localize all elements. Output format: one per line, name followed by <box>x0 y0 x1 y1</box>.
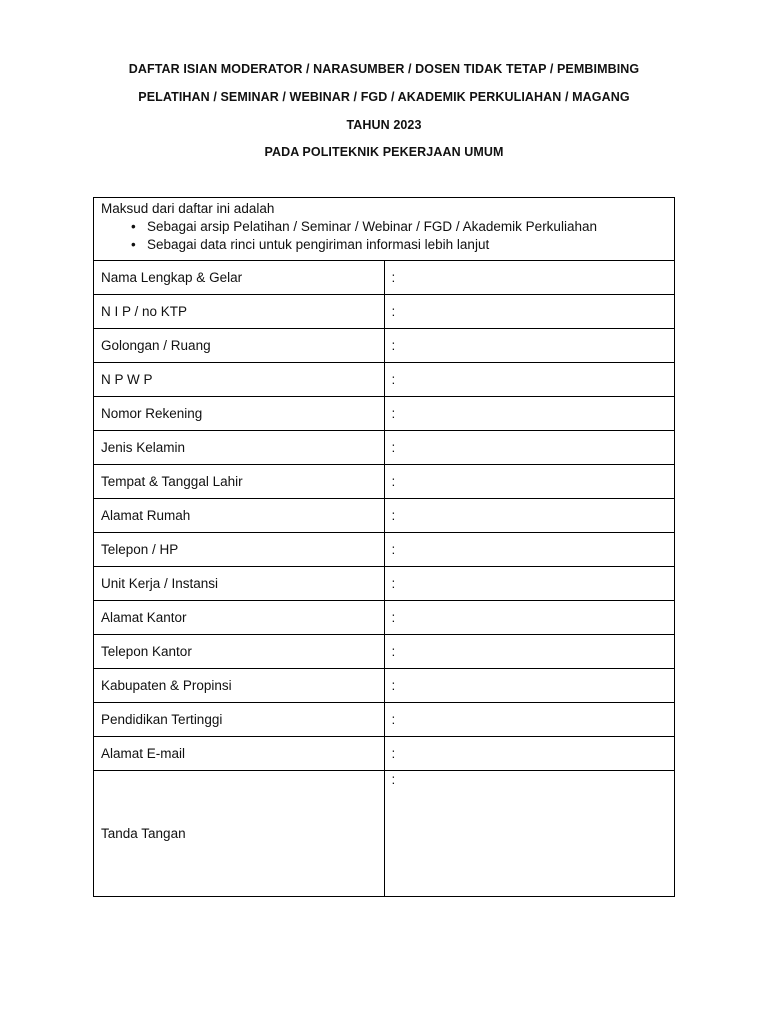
field-colon: : <box>391 678 396 693</box>
field-row-telepon-kantor <box>94 635 675 669</box>
field-colon: : <box>391 772 396 787</box>
field-row-pendidikan <box>94 703 675 737</box>
field-colon: : <box>391 406 396 421</box>
intro-text: Maksud dari daftar ini adalah <box>101 201 275 216</box>
field-colon: : <box>391 440 396 455</box>
intro-bullet-item <box>131 218 667 236</box>
field-row-nama <box>94 261 675 295</box>
field-label: Unit Kerja / Instansi <box>94 567 385 601</box>
field-colon: : <box>391 746 396 761</box>
intro-bullet-item <box>131 236 667 254</box>
field-label: Tempat & Tanggal Lahir <box>94 465 385 499</box>
field-colon: : <box>391 610 396 625</box>
field-label: Tanda Tangan <box>94 771 385 897</box>
field-colon: : <box>391 474 396 489</box>
field-row-alamat-rumah <box>94 499 675 533</box>
field-row-golongan <box>94 329 675 363</box>
field-colon: : <box>391 304 396 319</box>
field-label: Jenis Kelamin <box>94 431 385 465</box>
field-colon: : <box>391 270 396 285</box>
field-input-alamat-kantor[interactable] <box>384 601 675 635</box>
field-input-alamat-rumah[interactable] <box>384 499 675 533</box>
field-row-tanda-tangan <box>94 771 675 897</box>
field-input-pendidikan[interactable] <box>384 703 675 737</box>
field-input-email[interactable] <box>384 737 675 771</box>
field-label: Kabupaten & Propinsi <box>94 669 385 703</box>
field-row-alamat-kantor <box>94 601 675 635</box>
field-row-ttl <box>94 465 675 499</box>
field-input-nip[interactable] <box>384 295 675 329</box>
field-row-rekening <box>94 397 675 431</box>
bullet-icon: • <box>131 219 136 234</box>
intro-bullet-text: Sebagai data rinci untuk pengiriman informasi lebih lanjut <box>147 237 490 252</box>
field-row-kabupaten <box>94 669 675 703</box>
intro-cell <box>94 198 675 261</box>
field-colon: : <box>391 338 396 353</box>
field-row-npwp <box>94 363 675 397</box>
field-row-unit-kerja <box>94 567 675 601</box>
intro-bullet-list <box>101 218 667 254</box>
field-colon: : <box>391 712 396 727</box>
field-colon: : <box>391 508 396 523</box>
bullet-icon: • <box>131 237 136 252</box>
field-label: Pendidikan Tertinggi <box>94 703 385 737</box>
field-label: Alamat Rumah <box>94 499 385 533</box>
field-input-npwp[interactable] <box>384 363 675 397</box>
field-label: Telepon / HP <box>94 533 385 567</box>
field-label: Nama Lengkap & Gelar <box>94 261 385 295</box>
field-label: Golongan / Ruang <box>94 329 385 363</box>
field-input-ttl[interactable] <box>384 465 675 499</box>
field-input-unit-kerja[interactable] <box>384 567 675 601</box>
form-institution: PADA POLITEKNIK PEKERJAAN UMUM <box>264 145 504 159</box>
field-label: N P W P <box>94 363 385 397</box>
form-year: TAHUN 2023 <box>346 118 422 132</box>
intro-row <box>94 198 675 261</box>
form-title-line-2: PELATIHAN / SEMINAR / WEBINAR / FGD / AKADEMIK PERKULIAHAN / MAGANG <box>138 90 630 104</box>
field-label: Nomor Rekening <box>94 397 385 431</box>
field-label: Alamat E-mail <box>94 737 385 771</box>
field-row-nip <box>94 295 675 329</box>
field-input-golongan[interactable] <box>384 329 675 363</box>
field-label: Telepon Kantor <box>94 635 385 669</box>
signature-area[interactable] <box>384 771 675 897</box>
intro-bullet-text: Sebagai arsip Pelatihan / Seminar / Webinar / FGD / Akademik Perkuliahan <box>147 219 597 234</box>
field-input-nama[interactable] <box>384 261 675 295</box>
field-input-rekening[interactable] <box>384 397 675 431</box>
field-input-telepon[interactable] <box>384 533 675 567</box>
form-title-line-1: DAFTAR ISIAN MODERATOR / NARASUMBER / DOSEN TIDAK TETAP / PEMBIMBING <box>128 62 640 76</box>
field-row-jenis-kelamin <box>94 431 675 465</box>
registration-form-table <box>93 197 675 897</box>
field-label: N I P / no KTP <box>94 295 385 329</box>
field-colon: : <box>391 644 396 659</box>
field-input-jenis-kelamin[interactable] <box>384 431 675 465</box>
field-input-telepon-kantor[interactable] <box>384 635 675 669</box>
field-row-email <box>94 737 675 771</box>
field-colon: : <box>391 542 396 557</box>
field-row-telepon <box>94 533 675 567</box>
field-colon: : <box>391 576 396 591</box>
field-colon: : <box>391 372 396 387</box>
field-input-kabupaten[interactable] <box>384 669 675 703</box>
field-label: Alamat Kantor <box>94 601 385 635</box>
